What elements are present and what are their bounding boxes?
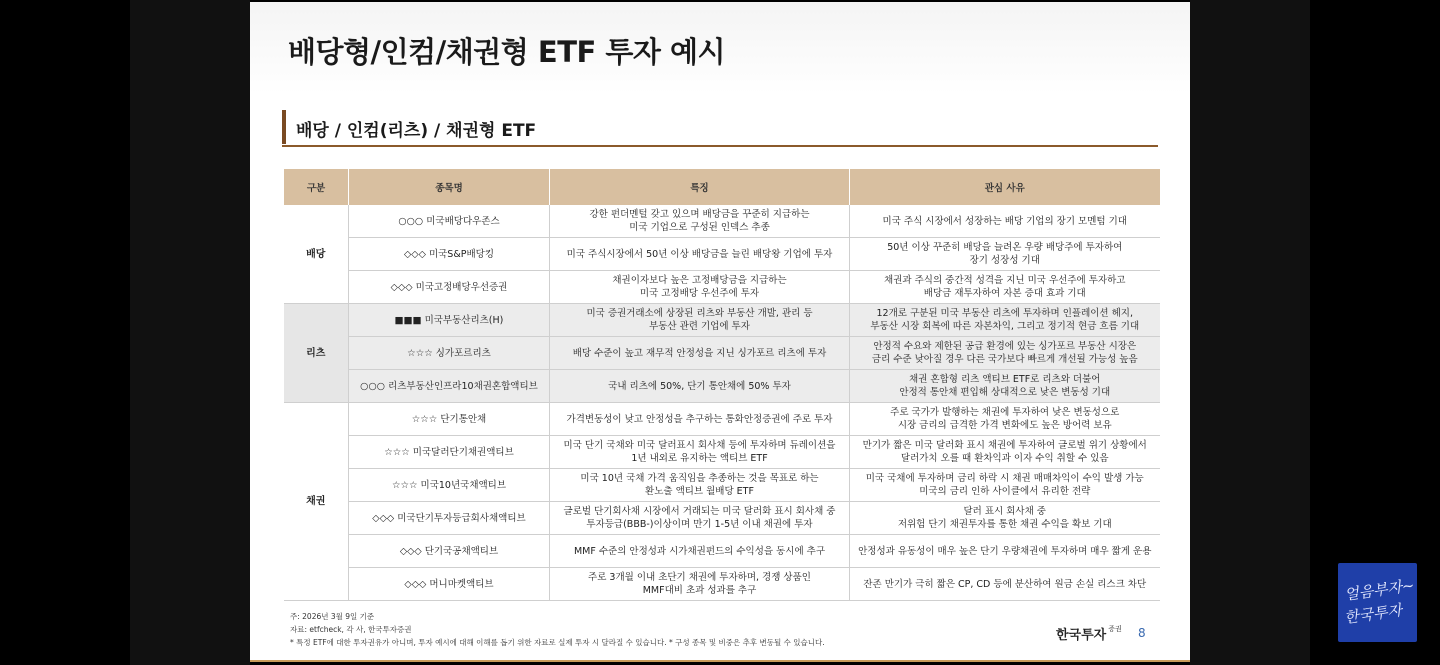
reason-line: 미국의 금리 인하 사이클에서 유리한 전략 xyxy=(919,486,1091,497)
footnote-date: 주: 2026년 3월 9일 기준 xyxy=(290,612,375,621)
reason-line: 금리 수준 낮아질 경우 다른 국가보다 빠르게 개선될 가능성 높음 xyxy=(871,354,1138,365)
reason-cell xyxy=(850,436,1160,469)
reason-cell xyxy=(850,205,1160,238)
feature-line: 미국 증권거래소에 상장된 리츠와 부동산 개발, 관리 등 xyxy=(586,308,813,319)
column-header-feature: 특징 xyxy=(550,169,850,205)
feature-line: 부동산 관련 기업에 투자 xyxy=(649,321,750,332)
etf-name-cell: ◇◇◇ 미국단기투자등급회사채액티브 xyxy=(349,502,550,535)
reason-line: 만기가 짧은 미국 달러화 표시 채권에 투자하여 글로벌 위기 상황에서 xyxy=(862,440,1147,451)
table-row xyxy=(284,502,1160,535)
reason-cell xyxy=(850,469,1160,502)
category-cell: 리츠 xyxy=(284,304,349,403)
feature-line: MMF 수준의 안정성과 시가채권펀드의 수익성을 동시에 추구 xyxy=(573,545,826,557)
feature-cell xyxy=(550,469,850,502)
feature-cell xyxy=(550,370,850,403)
reason-line: 50년 이상 꾸준히 배당을 늘려온 우량 배당주에 투자하여 xyxy=(887,242,1123,253)
feature-line: 투자등급(BBB-)이상이며 만기 1-5년 이내 채권에 투자 xyxy=(586,519,813,530)
feature-cell xyxy=(550,436,850,469)
left-dark-panel xyxy=(130,0,250,665)
etf-name-cell: ○○○ 미국배당다우존스 xyxy=(349,205,550,238)
category-cell: 채권 xyxy=(284,403,349,601)
etf-name-cell: ○○○ 리츠부동산인프라10채권혼합액티브 xyxy=(349,370,550,403)
watermark-line1: 얼음부자~ xyxy=(1343,576,1416,604)
etf-name-cell: ◇◇◇ 머니마켓액티브 xyxy=(349,568,550,601)
slide-header xyxy=(250,2,1190,94)
reason-line: 미국 국채에 투자하며 금리 하락 시 채권 매매차익이 수익 발생 가능 xyxy=(865,473,1144,484)
reason-cell xyxy=(850,535,1160,568)
reason-cell xyxy=(850,337,1160,370)
channel-watermark-logo xyxy=(1338,563,1417,642)
table-row xyxy=(284,337,1160,370)
table-row xyxy=(284,568,1160,601)
bottom-gold-line xyxy=(250,660,1190,662)
reason-line: 채권 혼합형 리츠 액티브 ETF로 리츠와 더불어 xyxy=(909,374,1101,385)
reason-line: 채권과 주식의 중간적 성격을 지닌 미국 우선주에 투자하고 xyxy=(884,275,1126,286)
etf-table xyxy=(283,169,1160,601)
etf-name-cell: ◇◇◇ 미국고정배당우선증권 xyxy=(349,271,550,304)
table-header-row xyxy=(284,169,1160,205)
feature-line: 미국 고정배당 우선주에 투자 xyxy=(639,288,760,299)
feature-line: 미국 단기 국채와 미국 달러표시 회사채 등에 투자하며 듀레이션을 xyxy=(563,440,836,451)
etf-name-cell: ☆☆☆ 단기통안채 xyxy=(349,403,550,436)
feature-cell xyxy=(550,568,850,601)
feature-cell xyxy=(550,205,850,238)
table-row xyxy=(284,469,1160,502)
table-row xyxy=(284,304,1160,337)
feature-line: 미국 10년 국채 가격 움직임을 추종하는 것을 목표로 하는 xyxy=(580,473,819,484)
right-dark-panel xyxy=(1190,0,1310,665)
feature-cell xyxy=(550,238,850,271)
brand-logo xyxy=(1056,624,1122,643)
section-title: 배당 / 인컴(리츠) / 채권형 ETF xyxy=(296,121,537,141)
reason-line: 달러가치 오를 때 환차익과 이자 수익 취할 수 있음 xyxy=(900,453,1109,464)
feature-cell xyxy=(550,304,850,337)
reason-cell xyxy=(850,304,1160,337)
category-cell: 배당 xyxy=(284,205,349,304)
etf-name-cell: ☆☆☆ 미국10년국채액티브 xyxy=(349,469,550,502)
reason-line: 배당금 재투자하여 자본 증대 효과 기대 xyxy=(923,288,1086,299)
etf-name-cell: ☆☆☆ 싱가포르리츠 xyxy=(349,337,550,370)
feature-line: 국내 리츠에 50%, 단기 통안채에 50% 투자 xyxy=(608,380,791,392)
brand-name: 한국투자 xyxy=(1056,628,1107,643)
reason-cell xyxy=(850,502,1160,535)
footnotes xyxy=(290,610,825,649)
footnote-disclaimer: * 특정 ETF에 대한 투자권유가 아니며, 투자 예시에 대해 이해를 돕기 위한 자료로 실제 투자 시 달라질 수 있습니다. * 구성 종목 및 비중은 추후 변동될 수 있습니다. xyxy=(290,638,825,647)
reason-line: 주로 국가가 발행하는 채권에 투자하여 낮은 변동성으로 xyxy=(890,407,1120,418)
column-header-reason: 관심 사유 xyxy=(850,169,1160,205)
feature-line: 미국 주식시장에서 50년 이상 배당금을 늘린 배당왕 기업에 투자 xyxy=(566,248,833,260)
etf-name-cell: ◇◇◇ 미국S&P배당킹 xyxy=(349,238,550,271)
table-row xyxy=(284,205,1160,238)
column-header-category: 구분 xyxy=(284,169,349,205)
reason-cell xyxy=(850,370,1160,403)
table-row xyxy=(284,370,1160,403)
reason-line: 부동산 시장 회복에 따른 자본차익, 그리고 정기적 현금 흐름 기대 xyxy=(870,321,1140,332)
reason-cell xyxy=(850,238,1160,271)
section-divider xyxy=(282,145,1158,147)
etf-name-cell: ☆☆☆ 미국달러단기채권액티브 xyxy=(349,436,550,469)
table-row xyxy=(284,403,1160,436)
reason-line: 안정적 통안채 편입해 상대적으로 낮은 변동성 기대 xyxy=(899,387,1111,398)
feature-cell xyxy=(550,535,850,568)
footnote-source: 자료: etfcheck, 각 사, 한국투자증권 xyxy=(290,625,412,634)
feature-line: 1년 내외로 유지하는 액티브 ETF xyxy=(631,453,768,464)
reason-cell xyxy=(850,271,1160,304)
reason-line: 안정성과 유동성이 매우 높은 단기 우량채권에 투자하며 매우 짧게 운용 xyxy=(858,545,1152,557)
reason-line: 안정적 수요와 제한된 공급 환경에 있는 싱가포르 부동산 시장은 xyxy=(873,341,1137,352)
reason-line: 미국 주식 시장에서 성장하는 배당 기업의 장기 모멘텀 기대 xyxy=(882,215,1127,227)
feature-line: 글로벌 단기회사채 시장에서 거래되는 미국 달러화 표시 회사채 중 xyxy=(563,506,836,517)
table-row xyxy=(284,535,1160,568)
reason-cell xyxy=(850,403,1160,436)
reason-line: 장기 성장성 기대 xyxy=(969,255,1040,266)
table-row xyxy=(284,271,1160,304)
feature-line: MMF대비 초과 성과를 추구 xyxy=(642,585,757,596)
feature-cell xyxy=(550,337,850,370)
feature-cell xyxy=(550,271,850,304)
slide-title: 배당형/인컴/채권형 ETF 투자 예시 xyxy=(288,35,726,69)
feature-line: 주로 3개월 이내 초단기 채권에 투자하며, 경쟁 상품인 xyxy=(588,572,811,583)
feature-line: 가격변동성이 낮고 안정성을 추구하는 통화안정증권에 주로 투자 xyxy=(566,413,833,425)
feature-cell xyxy=(550,502,850,535)
reason-line: 저위험 단기 채권투자를 통한 채권 수익을 확보 기대 xyxy=(897,519,1112,530)
feature-line: 채권이자보다 높은 고정배당금을 지급하는 xyxy=(612,275,787,286)
feature-line: 배당 수준이 높고 재무적 안정성을 지닌 싱가포르 리츠에 투자 xyxy=(572,347,827,359)
etf-name-cell: ◇◇◇ 단기국공채액티브 xyxy=(349,535,550,568)
reason-cell xyxy=(850,568,1160,601)
reason-line: 시장 금리의 급격한 가격 변화에도 높은 방어력 보유 xyxy=(897,420,1112,431)
etf-name-cell: ■■■ 미국부동산리츠(H) xyxy=(349,304,550,337)
column-header-name: 종목명 xyxy=(349,169,550,205)
feature-line: 미국 기업으로 구성된 인덱스 추종 xyxy=(629,222,770,233)
brand-suffix: 증권 xyxy=(1108,625,1122,633)
feature-cell xyxy=(550,403,850,436)
reason-line: 12개로 구분된 미국 부동산 리츠에 투자하며 인플레이션 헤지, xyxy=(876,308,1133,319)
feature-line: 강한 펀더멘털 갖고 있으며 배당금을 꾸준히 지급하는 xyxy=(589,209,810,220)
presentation-slide xyxy=(250,2,1190,662)
reason-line: 잔존 만기가 극히 짧은 CP, CD 등에 분산하여 원금 손실 리스크 차단 xyxy=(863,578,1147,590)
section-accent-bar xyxy=(282,110,286,144)
feature-line: 환노출 액티브 월배당 ETF xyxy=(645,486,754,497)
table-row xyxy=(284,436,1160,469)
table-body xyxy=(284,205,1160,601)
page-number: 8 xyxy=(1138,626,1146,640)
reason-line: 달러 표시 회사채 중 xyxy=(963,506,1046,517)
watermark-line2: 한국투자 xyxy=(1343,601,1404,627)
table-row xyxy=(284,238,1160,271)
